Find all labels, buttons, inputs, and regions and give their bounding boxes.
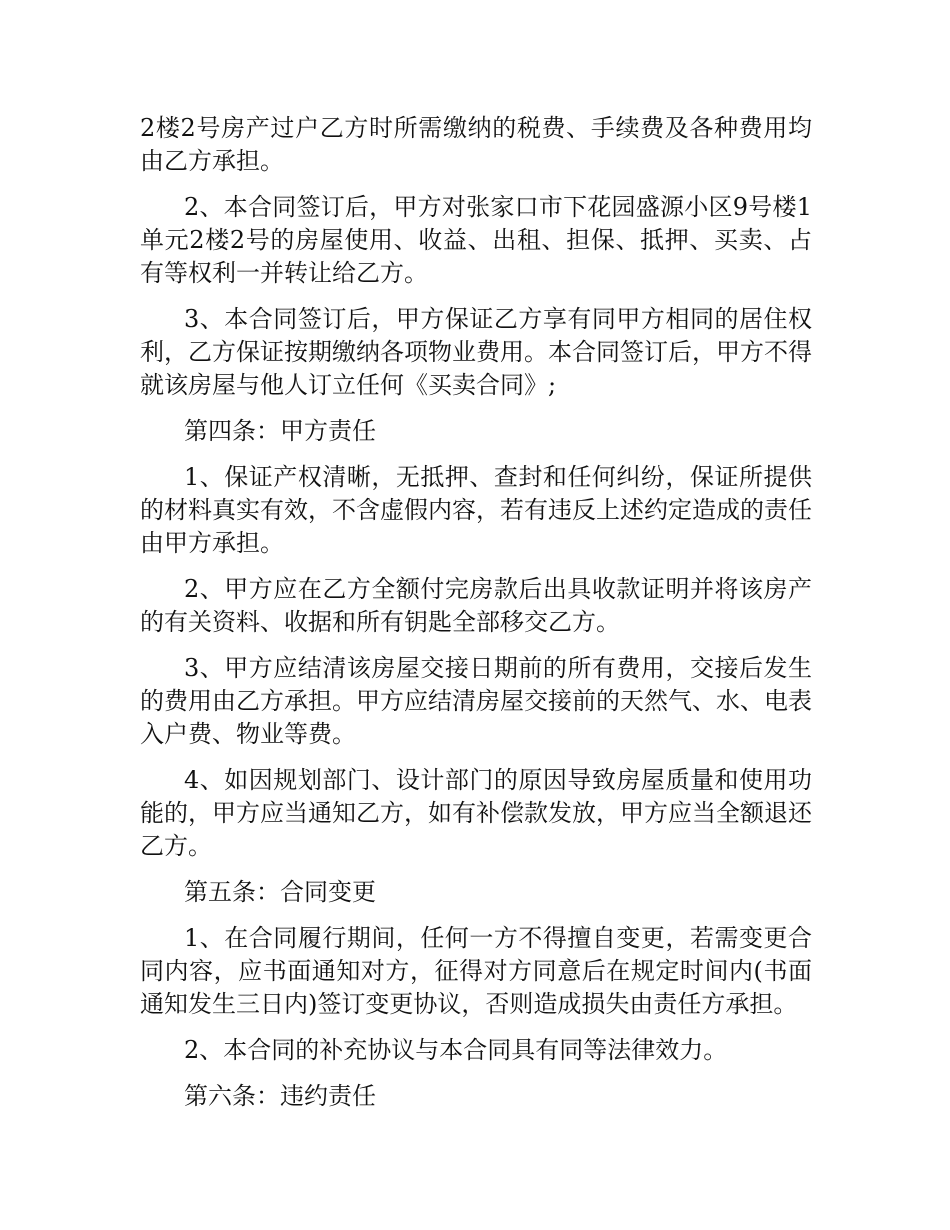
paragraph-clause-3-3: 3、本合同签订后，甲方保证乙方享有同甲方相同的居住权利，乙方保证按期缴纳各项物业费用。本合同签订后，甲方不得就该房屋与他人订立任何《买卖合同》; <box>140 305 812 399</box>
paragraph-clause-4-4: 4、如因规划部门、设计部门的原因导致房屋质量和使用功能的，甲方应当通知乙方，如有补偿款发放，甲方应当全额退还乙方。 <box>140 766 812 860</box>
section-heading-article-6: 第六条：违约责任 <box>184 1082 376 1110</box>
paragraph-clause-3-2: 2、本合同签订后，甲方对张家口市下花园盛源小区9号楼1单元2楼2号的房屋使用、收益、出租、担保、抵押、买卖、占有等权利一并转让给乙方。 <box>140 193 812 287</box>
paragraph-clause-5-2: 2、本合同的补充协议与本合同具有同等法律效力。 <box>184 1036 728 1064</box>
paragraph-clause-4-1: 1、保证产权清晰，无抵押、查封和任何纠纷，保证所提供的材料真实有效，不含虚假内容，若有违反上述约定造成的责任由甲方承担。 <box>140 463 812 557</box>
section-heading-article-5: 第五条：合同变更 <box>184 878 376 906</box>
paragraph-clause-4-2: 2、甲方应在乙方全额付完房款后出具收款证明并将该房产的有关资料、收据和所有钥匙全部移交乙方。 <box>140 575 812 636</box>
section-heading-article-4: 第四条：甲方责任 <box>184 417 376 445</box>
paragraph-clause-5-1: 1、在合同履行期间，任何一方不得擅自变更，若需变更合同内容，应书面通知对方，征得对方同意后在规定时间内(书面通知发生三日内)签订变更协议，否则造成损失由责任方承担。 <box>140 924 812 1018</box>
paragraph-clause-4-3: 3、甲方应结清该房屋交接日期前的所有费用，交接后发生的费用由乙方承担。甲方应结清房屋交接前的天然气、水、电表入户费、物业等费。 <box>140 654 812 748</box>
document-body <box>140 112 812 1126</box>
paragraph-continuation: 2楼2号房产过户乙方时所需缴纳的税费、手续费及各种费用均由乙方承担。 <box>140 114 812 175</box>
